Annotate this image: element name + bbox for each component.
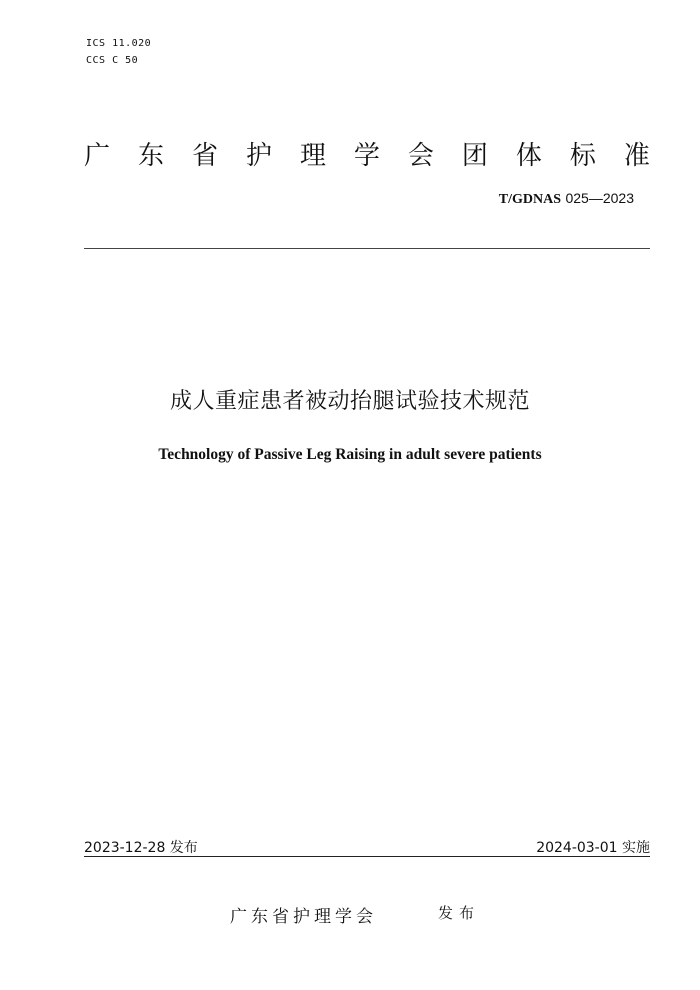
title-char: 东 <box>137 141 164 171</box>
publisher-name: 广东省护理学会 <box>230 907 377 927</box>
chinese-title: 成人重症患者被动抬腿试验技术规范 <box>169 389 530 414</box>
title-char: 会 <box>407 141 434 171</box>
title-char: 学 <box>353 141 380 171</box>
title-char: 标 <box>569 141 596 171</box>
title-char: 团 <box>461 141 488 171</box>
publish-label: 发布 <box>438 904 481 922</box>
ics-code: ICS 11.020 <box>86 38 152 49</box>
standard-code: T/GDNAS <box>498 192 562 207</box>
org-standard-title <box>84 135 650 172</box>
footer-divider <box>84 856 650 857</box>
title-char: 省 <box>191 141 218 171</box>
publish-date: 2023-12-28 发布 <box>84 840 198 856</box>
standard-number <box>499 190 634 208</box>
standard-serial: 025—2023 <box>565 190 634 206</box>
english-title: Technology of Passive Leg Raising in adult severe patients <box>158 446 542 463</box>
title-char: 广 <box>84 141 111 171</box>
header-divider <box>84 248 650 249</box>
implementation-date: 2024-03-01 实施 <box>536 840 650 856</box>
ccs-code: CCS C 50 <box>86 55 139 66</box>
title-char: 准 <box>623 141 650 171</box>
title-char: 理 <box>299 141 326 171</box>
title-char: 体 <box>515 141 542 171</box>
title-char: 护 <box>245 141 272 171</box>
